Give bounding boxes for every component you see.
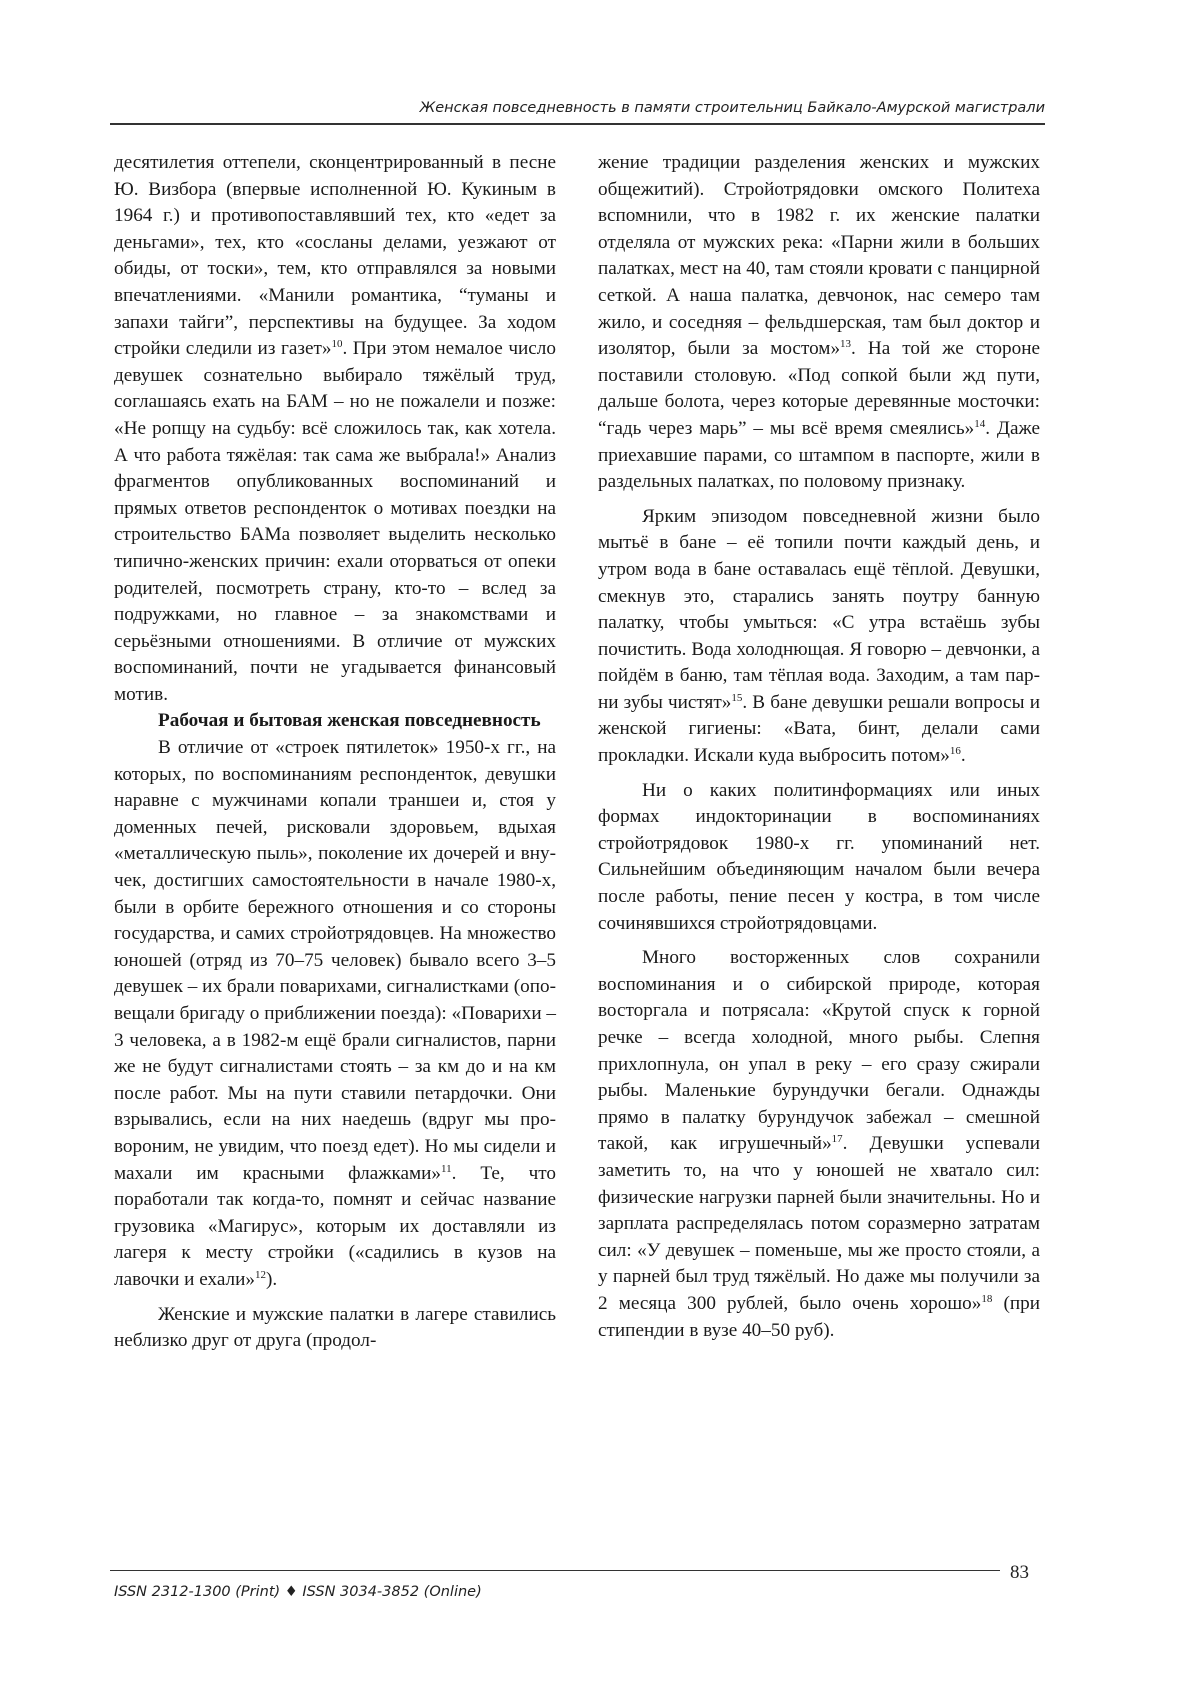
left-column [114, 150, 556, 1355]
paragraph [114, 735, 556, 1293]
footnote-ref[interactable]: 15 [731, 691, 743, 704]
issn-line: ISSN 2312-1300 (Print) ♦ ISSN 3034-3852 (Online) [114, 1584, 482, 1600]
text-run: . Те, что поработали так когда-то, помнят и сейчас название грузовика «Магирус», которым их доставляли из лагеря к месту стройки («садились в кузов на лавочки и ехали» [114, 1162, 556, 1290]
text-run: десятилетия оттепели, сконцентрированный в песне Ю. Визбора (впервые исполненной Ю. Кукиным в 1964 г.) и противопоставлявший тех, кто «едет за деньгами», тех, кто «сосланы делами, уезжают от обиды, от тоски», тем, кто отправлялся за новыми впечатлениями. «Манили романтика, “туманы и запахи тайги”, перспективы на будущее. За ходом стройки следили из газет» [114, 152, 556, 360]
text-run: Ни о каких политинформациях или иных формах индокторинации в воспоминаниях стройотрядовок 1980-х гг. упоминаний нет. Сильнейшим объединяющим началом были вечера после работы, пение песен у костра, в том числе сочинявшихся стройотрядовцами. [598, 779, 1040, 934]
footnote-ref[interactable]: 18 [981, 1292, 993, 1305]
footnote-ref[interactable]: 11 [441, 1162, 452, 1175]
footnote-ref[interactable]: 10 [331, 338, 343, 351]
footnote-ref[interactable]: 14 [974, 417, 986, 430]
paragraph [598, 150, 1040, 496]
paragraph [598, 504, 1040, 770]
running-head: Женская повседневность в памяти строительниц Байкало-Амурской магистрали [419, 100, 1045, 116]
text-run: . Девушки успевали заметить то, на что у юношей не хватало сил: физические нагрузки парней были значительны. Но и зарплата распределялась потом соразмерно затратам сил: «У девушек – поменьше, мы же просто стояли, а у парней был труд тяжёлый. Но даже мы получили за 2 месяца 300 рублей, было очень хорошо» [598, 1133, 1040, 1314]
paragraph [598, 778, 1040, 938]
text-run: . В бане девушки решали вопросы и женской гигиены: «Вата, бинт, делали сами прокладки. Искали куда выбросить потом» [598, 691, 1040, 767]
text-run: ). [265, 1268, 278, 1290]
text-run: . При этом немалое число девушек сознательно выбирало тяжёлый труд, соглашаясь ехать на БАМ – но не пожалели и позже: «Не ропщу на судьбу: всё сложилось так, как хотела. А что работа тяжёлая: так сама же выбрала!» Анализ фрагментов опубликованных воспоминаний и прямых ответов респонденток о мотивах поездки на строительство БАМа позволяет выделить несколько типично-женских причин: ехали оторваться от опеки родителей, посмотреть страну, кто-то – вслед за подружками, но главное – за знакомствами и серьёзными отношениями. В отличие от мужских воспоминаний, почти не угадывается финансовый мотив. [114, 338, 556, 705]
footnote-ref[interactable]: 16 [949, 745, 961, 758]
text-run: (при стипендии в вузе 40–50 руб). [598, 1292, 1040, 1341]
text-run: В отличие от «строек пятилеток» 1950-х гг., на которых, по воспоминаниям респонденток, девушки наравне с мужчинами копали траншеи и, стоя у доменных печей, рисковали здоровьем, вдыхая «металлическую пыль», поколение их дочерей и внучек, достигших самостоятельности в начале 1980-х, были в орбите бережного отношения и со стороны государства, и самих стройотрядовцев. На множество юношей (отряд из 70–75 человек) бывало всего 3–5 девушек – их брали поварихами, сигналистками (оповещали бригаду о приближении поезда): «Поварихи – 3 человека, а в 1982-м ещё брали сигналистов, парни же не будут сигналистами стоять – за км до и на км после работ. Мы на пути ставили петардочки. Они взрывались, если на них наедешь (вдруг мы провороним, не увидим, что поезд едет). Но мы сидели и махали им красными флажками» [114, 737, 556, 1184]
paragraph [598, 945, 1040, 1344]
section-heading: Рабочая и бытовая женская повседневность [158, 710, 541, 732]
footnote-ref[interactable]: 13 [840, 338, 852, 351]
header-rule [110, 123, 1045, 125]
text-run: . На той же стороне поставили столовую. «Под сопкой были жд пути, дальше болота, через которые деревянные мосточки: “гадь через марь” – мы всё время смеялись» [598, 338, 1040, 439]
footnote-ref[interactable]: 12 [254, 1268, 266, 1281]
paragraph [114, 150, 556, 708]
text-run: Ярким эпизодом повседневной жизни было мытьё в бане – её топили почти каждый день, и утром вода в бане оставалась ещё тёплой. Девушки, смекнув это, старались занять поутру банную палатку, чтобы умыться: «С утра встаёшь зубы почистить. Вода холоднющая. Я говорю – девчонки, а пойдём в баню, там тёплая вода. Заходим, а там парни зубы чистят» [598, 505, 1040, 713]
footer-rule [110, 1570, 1000, 1571]
footnote-ref[interactable]: 17 [831, 1133, 843, 1146]
text-run: Женские и мужские палатки в лагере ставились неблизко друг от друга (продол- [114, 1303, 556, 1352]
text-run: . [960, 745, 966, 767]
text-run: . Даже приехавшие парами, со штампом в паспорте, жили в раздельных палатках, по половому признаку. [598, 417, 1041, 493]
page-number: 83 [1010, 1562, 1029, 1583]
paragraph [114, 1302, 556, 1355]
right-column [598, 150, 1040, 1344]
text-run: жение традиции разделения женских и мужских общежитий). Стройотрядовки омского Политеха вспомнили, что в 1982 г. их женские палатки отделяла от мужских река: «Парни жили в больших палатках, мест на 40, там стояли кровати с панцирной сеткой. А наша палатка, девчонок, нас семеро там жило, и соседняя – фельдшерская, там был доктор и изолятор, были за мостом» [598, 152, 1040, 360]
text-run: Много восторженных слов сохранили воспоминания и о сибирской природе, которая восторгала и потрясала: «Крутой спуск к горной речке – всегда холодной, много рыбы. Слепня прихлопнула, он упал в реку – его сразу сжирали рыбы. Маленькие бурундучки бегали. Однажды прямо в палатку бурундучок забежал – смешной такой, как игрушечный» [598, 947, 1040, 1155]
